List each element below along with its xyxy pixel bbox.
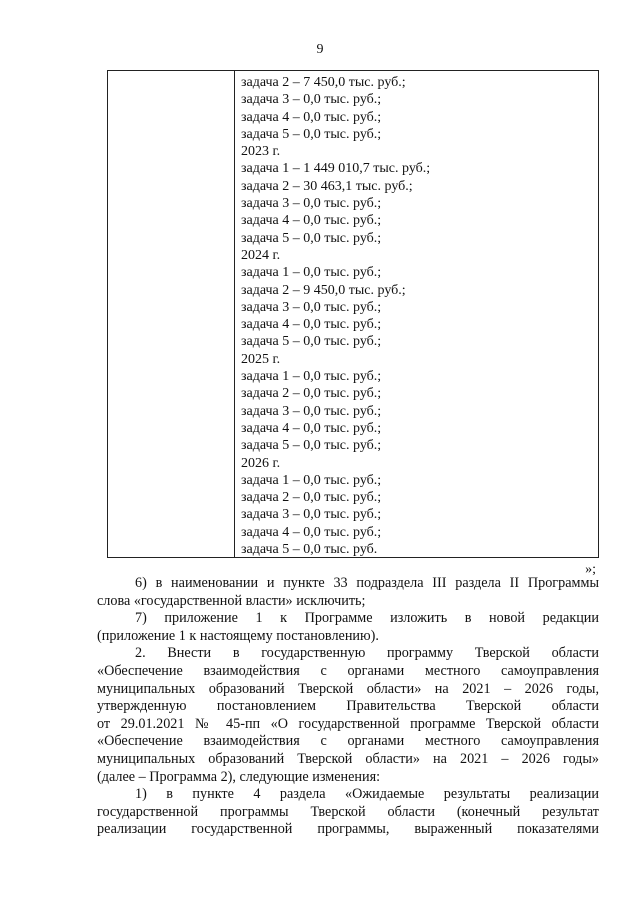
table-line: задача 1 – 0,0 тыс. руб.; [241, 472, 382, 488]
table-line: задача 4 – 0,0 тыс. руб.; [241, 420, 382, 436]
table-line: задача 4 – 0,0 тыс. руб.; [241, 213, 382, 229]
body-line: реализации государственной программы, выраженный показателями [97, 821, 599, 838]
table-line: 2025 г. [241, 351, 281, 367]
table-line: задача 4 – 0,0 тыс. руб.; [241, 524, 382, 540]
table-line: задача 1 – 1 449 010,7 тыс. руб.; [241, 161, 431, 177]
body-line: 7) приложение 1 к Программе изложить в новой редакции [135, 610, 599, 627]
body-line: «Обеспечение взаимодействия с органами местного самоуправления [97, 662, 599, 679]
table-line: задача 2 – 0,0 тыс. руб.; [241, 490, 382, 506]
table-line: задача 3 – 0,0 тыс. руб.; [241, 507, 382, 523]
table-line: задача 5 – 0,0 тыс. руб. [241, 542, 378, 558]
table-line: задача 1 – 0,0 тыс. руб.; [241, 369, 382, 385]
body-line: 6) в наименовании и пункте 33 подраздела III раздела II Программы [135, 575, 599, 591]
table-line: задача 2 – 9 450,0 тыс. руб.; [241, 282, 406, 298]
table-line: 2026 г. [241, 455, 281, 471]
table-line: задача 3 – 0,0 тыс. руб.; [241, 403, 382, 419]
body-line: муниципальных образований Тверской области» на 2021 – 2026 годы, [97, 680, 599, 697]
table-right-cell [241, 74, 594, 558]
table-line: задача 4 – 0,0 тыс. руб.; [241, 317, 382, 333]
body-line: утвержденную постановлением Правительства Тверской области [97, 698, 599, 715]
table-line: задача 5 – 0,0 тыс. руб.; [241, 126, 382, 142]
page-number: 9 [316, 42, 324, 57]
body-line: 1) в пункте 4 раздела «Ожидаемые результаты реализации [135, 786, 599, 803]
table-line: задача 3 – 0,0 тыс. руб.; [241, 299, 382, 315]
table-line: задача 2 – 30 463,1 тыс. руб.; [241, 178, 413, 194]
closing-quote-mark: »; [585, 562, 596, 577]
table-line: задача 5 – 0,0 тыс. руб.; [241, 334, 382, 350]
body-line: от 29.01.2021 № 45-пп «О государственной программе Тверской области [97, 715, 599, 732]
body-line: (приложение 1 к настоящему постановлению). [97, 627, 379, 644]
table-line: задача 2 – 0,0 тыс. руб.; [241, 386, 382, 402]
table-line: задача 2 – 7 450,0 тыс. руб.; [241, 75, 406, 90]
table-line: задача 3 – 0,0 тыс. руб.; [241, 196, 382, 212]
body-line: «Обеспечение взаимодействия с органами местного самоуправления [97, 733, 599, 750]
body-line: (далее – Программа 2), следующие изменения: [97, 768, 381, 785]
body-line: слова «государственной власти» исключить; [97, 592, 366, 609]
table-line: задача 1 – 0,0 тыс. руб.; [241, 265, 382, 281]
table-line: задача 5 – 0,0 тыс. руб.; [241, 230, 382, 246]
document-body [97, 575, 599, 839]
table-line: задача 3 – 0,0 тыс. руб.; [241, 92, 382, 108]
body-line: 2. Внести в государственную программу Тверской области [135, 645, 599, 662]
body-line: государственной программы Тверской области (конечный результат [97, 803, 599, 820]
table-line: 2023 г. [241, 144, 281, 160]
table-line: задача 4 – 0,0 тыс. руб.; [241, 109, 382, 125]
table-line: задача 5 – 0,0 тыс. руб.; [241, 438, 382, 454]
body-line: муниципальных образований Тверской области» на 2021 – 2026 годы» [97, 750, 599, 767]
table-line: 2024 г. [241, 247, 281, 263]
financing-table [107, 70, 599, 558]
table-left-cell [108, 71, 235, 557]
